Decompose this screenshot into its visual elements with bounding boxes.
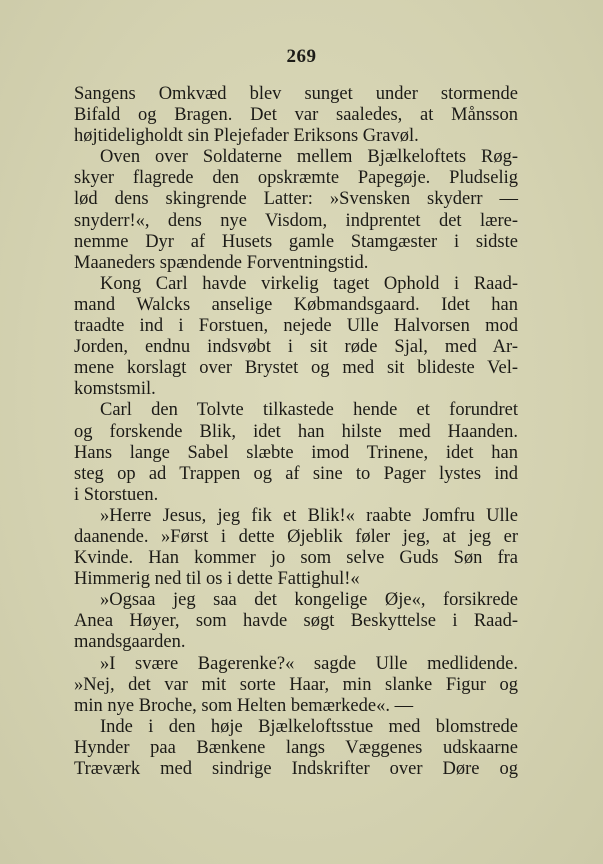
text-line: højtideligholdt sin Plejefader Eriksons Gravøl. <box>74 126 419 147</box>
text-line: Oven over Soldaterne mellem Bjælkeloftets Røg- <box>100 147 518 168</box>
text-line: »Ogsaa jeg saa det kongelige Øje«, forsikrede <box>100 590 518 611</box>
body-text <box>74 84 518 780</box>
text-line: Kong Carl havde virkelig taget Ophold i Raad- <box>100 273 518 294</box>
text-line: Anea Høyer, som havde søgt Beskyttelse i Raad- <box>74 611 518 632</box>
text-line: daanende. »Først i dette Øjeblik føler jeg, at jeg er <box>74 526 518 547</box>
text-line: Bifald og Bragen. Det var saaledes, at Månsson <box>74 105 518 126</box>
text-line: Carl den Tolvte tilkastede hende et forundret <box>100 400 518 421</box>
text-line: Jorden, endnu indsvøbt i sit røde Sjal, med Ar- <box>74 337 518 358</box>
text-line: Hans lange Sabel slæbte imod Trinene, idet han <box>74 442 518 463</box>
text-line: »Nej, det var mit sorte Haar, min slanke Figur og <box>74 674 518 695</box>
text-line: min nye Broche, som Helten bemærkede«. — <box>74 695 414 716</box>
text-line: mand Walcks anselige Købmandsgaard. Idet han <box>74 294 518 315</box>
text-line: Sangens Omkvæd blev sunget under stormende <box>74 84 518 104</box>
text-line: steg op ad Trappen og af sine to Pager lystes ind <box>74 463 518 484</box>
text-line: Maaneders spændende Forventningstid. <box>74 252 369 273</box>
text-line: komstsmil. <box>74 379 156 400</box>
text-line: Træværk med sindrige Indskrifter over Døre og <box>74 759 518 779</box>
text-line: snyderr!«, dens nye Visdom, indprentet det lære- <box>74 210 518 231</box>
text-line: Himmerig ned til os i dette Fattighul!« <box>74 569 360 590</box>
text-line: skyer flagrede den opskræmte Papegøje. Pludselig <box>74 168 518 189</box>
text-line: »I svære Bagerenke?« sagde Ulle medlidende. <box>100 653 518 674</box>
text-line: og forskende Blik, idet han hilste med Haanden. <box>74 421 518 442</box>
text-line: i Storstuen. <box>74 484 159 505</box>
text-line: Kvinde. Han kommer jo som selve Guds Søn fra <box>74 548 518 569</box>
text-line: mene korslagt over Brystet og med sit blideste Vel- <box>74 358 518 379</box>
text-line: nemme Dyr af Husets gamle Stamgæster i sidste <box>74 231 518 252</box>
text-line: Inde i den høje Bjælkeloftsstue med blomstrede <box>100 716 518 737</box>
text-line: traadte ind i Forstuen, nejede Ulle Halvorsen mod <box>74 316 518 337</box>
page-number: 269 <box>286 46 317 67</box>
text-line: »Herre Jesus, jeg fik et Blik!« raabte Jomfru Ulle <box>100 505 518 526</box>
text-line: Hynder paa Bænkene langs Væggenes udskaarne <box>74 737 518 758</box>
text-line: mandsgaarden. <box>74 632 186 653</box>
text-line: lød dens skingrende Latter: »Svensken skyderr — <box>74 189 518 210</box>
